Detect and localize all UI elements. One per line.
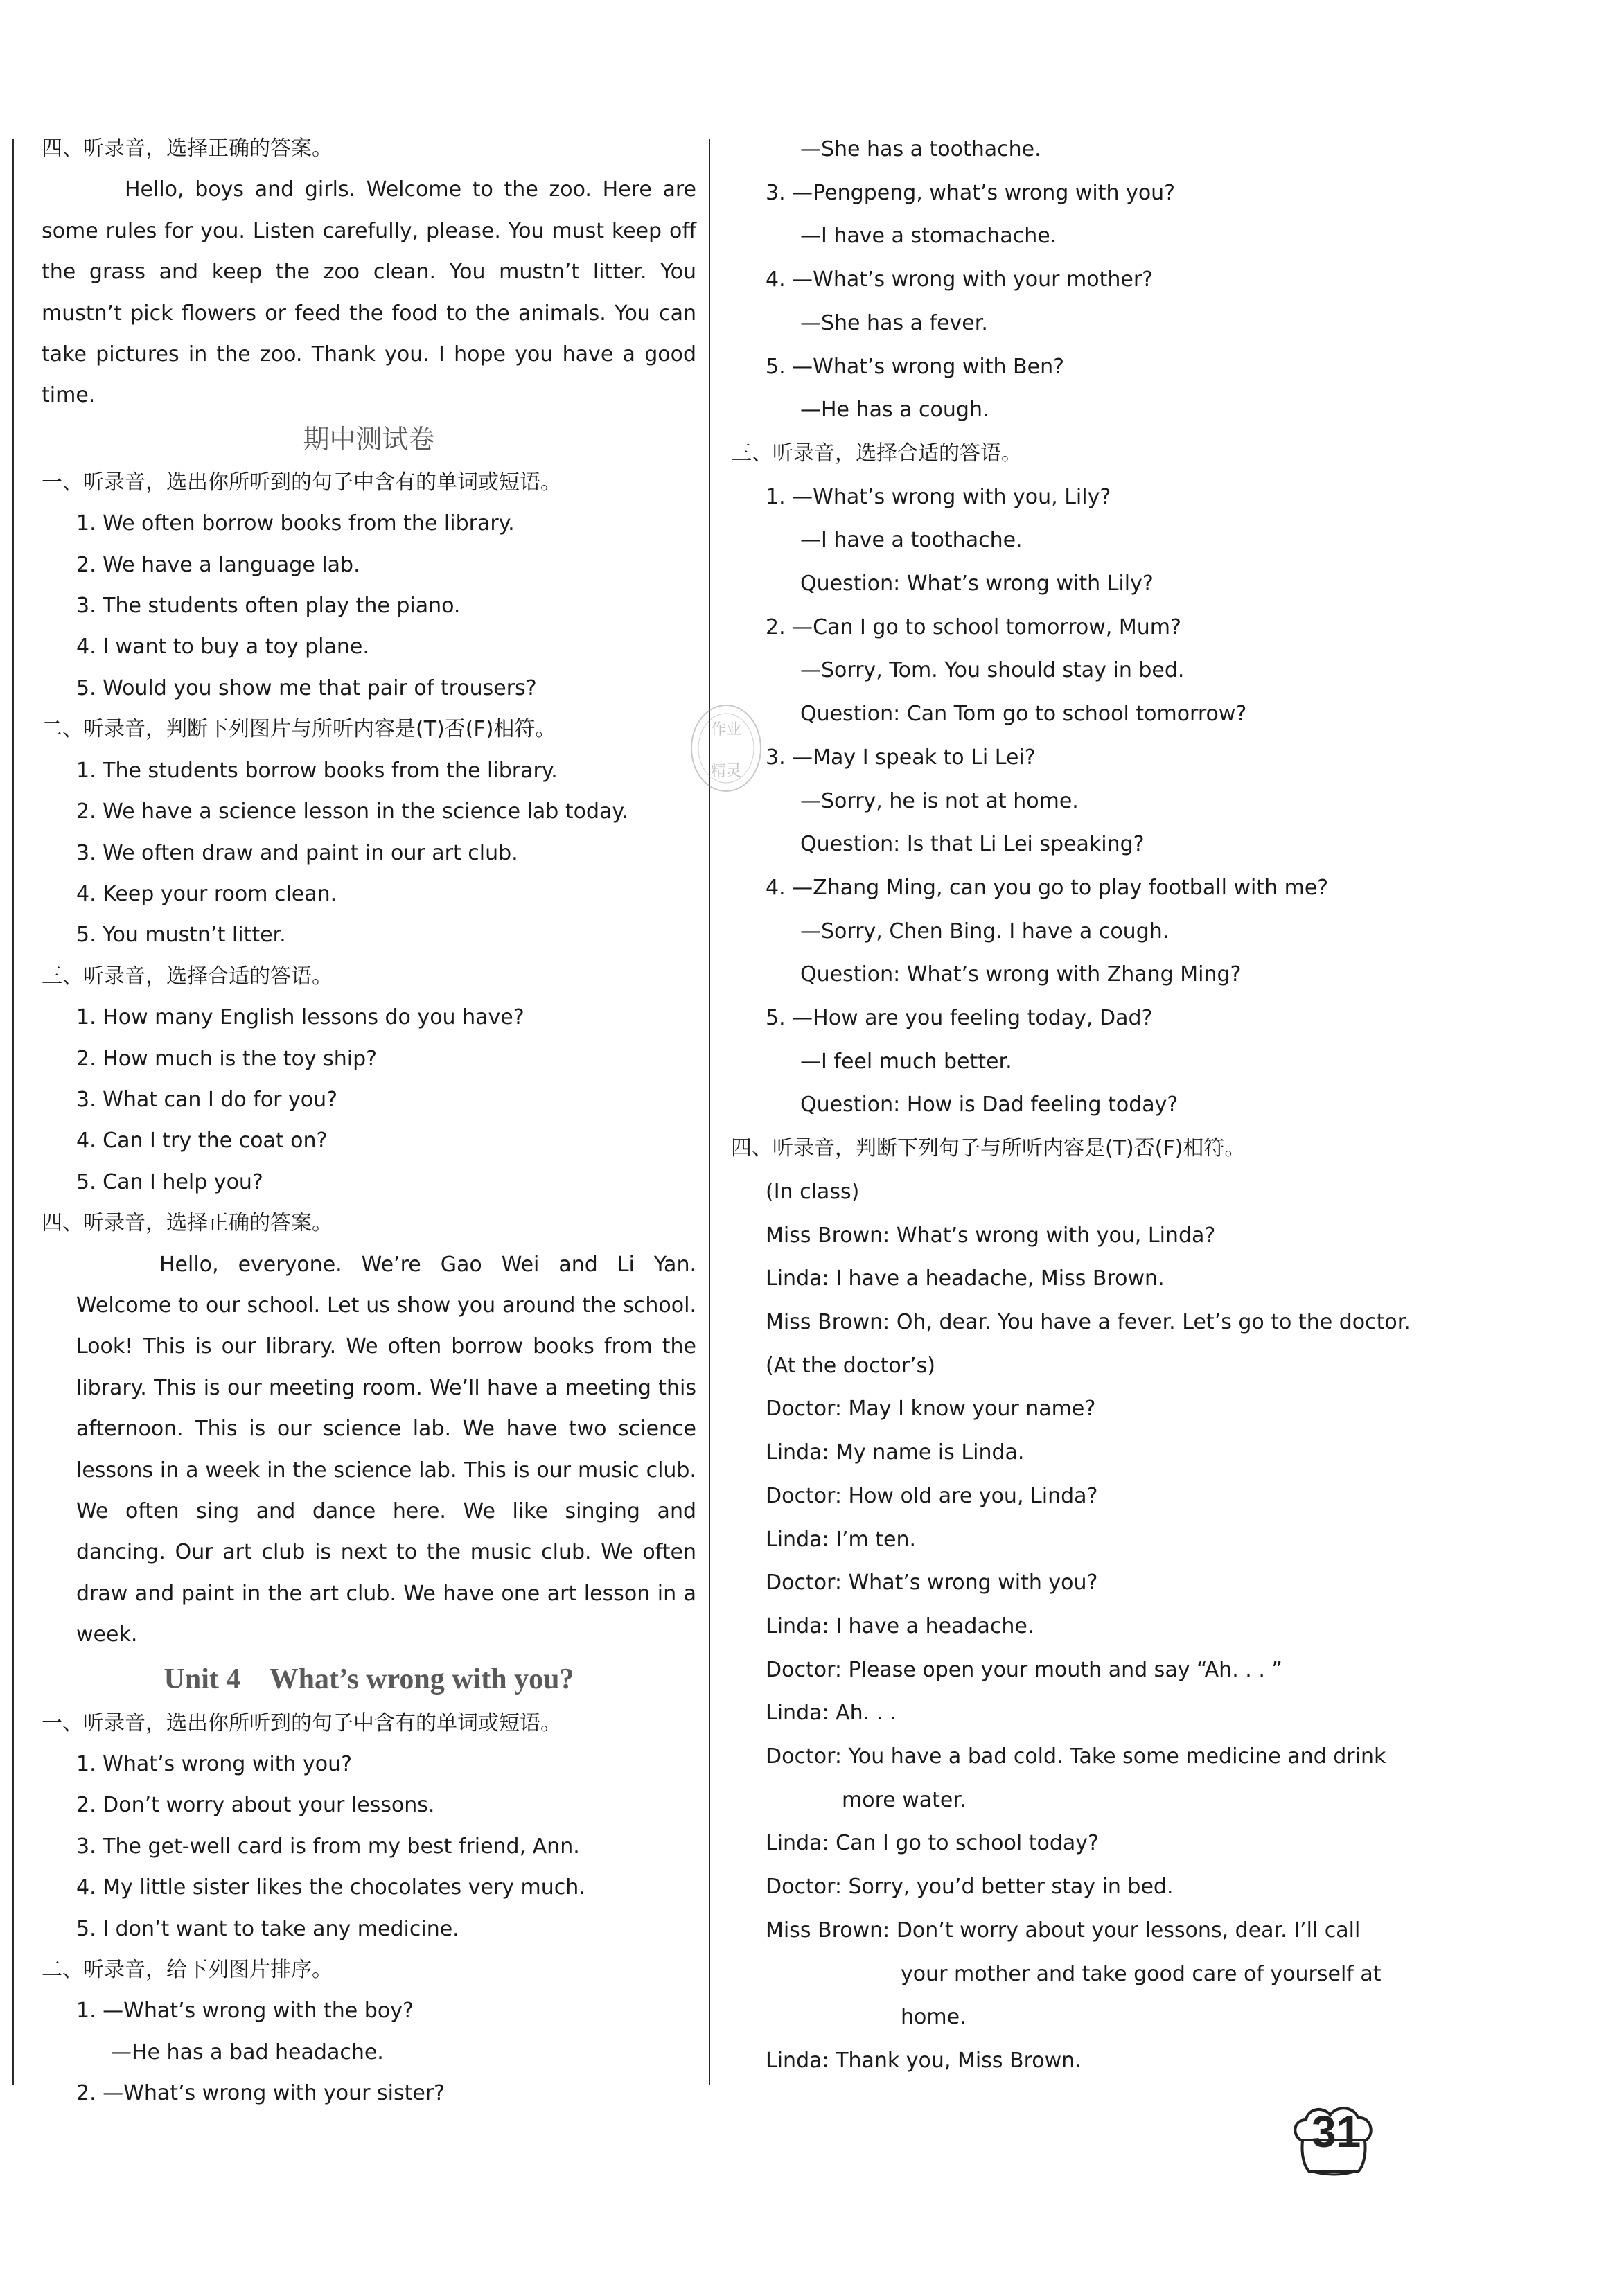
dialogue-line: Doctor: You have a bad cold. Take some medicine and drink <box>766 1744 1386 1769</box>
list-item: 3. —May I speak to Li Lei? <box>766 745 1036 770</box>
list-item-response: —She has a fever. <box>800 310 988 335</box>
listening-passage: Hello, boys and girls. Welcome to the zoo. Here are some rules for you. Listen carefully, please. You must keep off the grass and keep the zoo clean. You mustn’t litter. You mustn’t pick flowers or feed the food to the animals. You can take pictures in the zoo. Thank you. I hope you have a good time. <box>42 177 696 408</box>
list-item: 2. We have a science lesson in the science lab today. <box>76 799 628 824</box>
dialogue-line: Miss Brown: Oh, dear. You have a fever. Let’s go to the doctor. <box>766 1309 1411 1334</box>
list-item: 2. —What’s wrong with your sister? <box>76 2081 445 2106</box>
list-item: 3. —Pengpeng, what’s wrong with you? <box>766 180 1176 205</box>
list-item: 2. We have a language lab. <box>76 552 360 577</box>
section-heading: 二、听录音，判断下列图片与所听内容是(T)否(F)相符。 <box>42 717 556 742</box>
list-item-response: Question: Can Tom go to school tomorrow? <box>800 702 1247 727</box>
listening-passage: Hello, everyone. We’re Gao Wei and Li Yan. Welcome to our school. Let us show you around the school. Look! This is our library. We often borrow books from the library. This is our meeting room. We’ll have a meeting this afternoon. This is our science lab. We have two science lessons in a week in the science lab. This is our music club. We often sing and dance here. We like singing and dancing. Our art club is next to the music club. We often draw and paint in the art club. We have one art lesson in a week. <box>76 1252 696 1647</box>
list-item: 5. —What’s wrong with Ben? <box>766 354 1065 379</box>
list-item-response: —I feel much better. <box>800 1049 1012 1074</box>
list-item: 2. How much is the toy ship? <box>76 1046 378 1071</box>
dialogue-line: Doctor: Please open your mouth and say “Ah. . . ” <box>766 1657 1282 1682</box>
list-item-response: —I have a stomachache. <box>800 224 1057 249</box>
list-item: 5. Would you show me that pair of trousers? <box>76 675 537 700</box>
section-heading: 三、听录音，选择合适的答语。 <box>731 441 1022 466</box>
left-column <box>42 128 696 2114</box>
dialogue-line: Miss Brown: What’s wrong with you, Linda? <box>766 1223 1216 1248</box>
dialogue-line: Linda: I have a headache, Miss Brown. <box>766 1266 1165 1291</box>
list-item-response: —He has a cough. <box>800 398 989 423</box>
dialogue-line: Doctor: How old are you, Linda? <box>766 1483 1098 1508</box>
dialogue-line-continued: home. <box>901 2005 967 2030</box>
dialogue-line: Linda: I’m ten. <box>766 1527 917 1552</box>
dialogue-line: Miss Brown: Don’t worry about your lessons, dear. I’ll call <box>766 1918 1361 1943</box>
list-item: 3. What can I do for you? <box>76 1087 338 1112</box>
section-heading: 四、听录音，选择正确的答案。 <box>42 1211 333 1236</box>
column-divider <box>709 139 710 2085</box>
list-item: 3. The get-well card is from my best friend, Ann. <box>76 1834 580 1859</box>
list-item: 2. Don’t worry about your lessons. <box>76 1793 435 1818</box>
dialogue-line: Linda: Ah. . . <box>766 1701 897 1726</box>
list-item: 1. —What’s wrong with you, Lily? <box>766 484 1111 509</box>
section-heading: 一、听录音，选出你所听到的句子中含有的单词或短语。 <box>42 1710 561 1735</box>
list-item-response: —I have a toothache. <box>800 528 1023 553</box>
dialogue-line: Linda: I have a headache. <box>766 1613 1034 1638</box>
stamp-text-top: 作业 <box>710 721 742 738</box>
list-item-response: Question: What’s wrong with Lily? <box>800 572 1154 596</box>
list-item-response: Question: What’s wrong with Zhang Ming? <box>800 962 1242 987</box>
dialogue-line: Linda: Thank you, Miss Brown. <box>766 2048 1082 2073</box>
unit-title: Unit 4 What’s wrong with you? <box>164 1663 574 1695</box>
list-item: 5. —How are you feeling today, Dad? <box>766 1006 1153 1031</box>
list-item: 3. We often draw and paint in our art club. <box>76 840 518 865</box>
list-item-response: —She has a toothache. <box>800 137 1041 161</box>
list-item-response: —He has a bad headache. <box>111 2040 384 2064</box>
dialogue-line: (At the doctor’s) <box>766 1353 935 1378</box>
list-item: 4. Can I try the coat on? <box>76 1129 328 1153</box>
watermark-stamp <box>685 696 768 800</box>
left-margin-rule <box>12 139 14 2085</box>
list-item: 5. You mustn’t litter. <box>76 923 286 948</box>
list-item: 4. My little sister likes the chocolates very much. <box>76 1875 585 1900</box>
list-item-response: Question: How is Dad feeling today? <box>800 1093 1179 1117</box>
dialogue-line: Doctor: What’s wrong with you? <box>766 1571 1098 1595</box>
list-item: 5. I don’t want to take any medicine. <box>76 1916 459 1941</box>
list-item: 1. What’s wrong with you? <box>76 1752 353 1777</box>
right-column <box>731 128 1411 2083</box>
list-item: 2. —Can I go to school tomorrow, Mum? <box>766 614 1181 639</box>
dialogue-line-continued: more water. <box>842 1787 967 1812</box>
list-item: 4. —Zhang Ming, can you go to play football with me? <box>766 875 1329 900</box>
dialogue-line: Doctor: Sorry, you’d better stay in bed. <box>766 1875 1174 1900</box>
section-heading: 四、听录音，选择正确的答案。 <box>42 136 333 161</box>
list-item: 5. Can I help you? <box>76 1169 263 1194</box>
dialogue-line: (In class) <box>766 1179 860 1204</box>
list-item: 1. How many English lessons do you have? <box>76 1005 524 1030</box>
list-item: 3. The students often play the piano. <box>76 594 461 619</box>
list-item: 1. The students borrow books from the library. <box>76 758 558 783</box>
list-item: 1. —What’s wrong with the boy? <box>76 1999 414 2024</box>
dialogue-line: Linda: My name is Linda. <box>766 1440 1025 1465</box>
dialogue-line: Doctor: May I know your name? <box>766 1397 1096 1422</box>
section-heading: 四、听录音，判断下列句子与所听内容是(T)否(F)相符。 <box>731 1136 1246 1161</box>
list-item: 4. Keep your room clean. <box>76 881 337 906</box>
list-item-response: —Sorry, he is not at home. <box>800 788 1079 813</box>
dialogue-line-continued: your mother and take good care of yourself at <box>901 1961 1382 1986</box>
test-title: 期中测试卷 <box>303 423 435 454</box>
section-heading: 一、听录音，选出你所听到的句子中含有的单词或短语。 <box>42 470 561 495</box>
stamp-text-bottom: 精灵 <box>710 763 742 780</box>
list-item: 1. We often borrow books from the library. <box>76 511 515 536</box>
list-item-response: —Sorry, Tom. You should stay in bed. <box>800 658 1185 683</box>
section-heading: 二、听录音，给下列图片排序。 <box>42 1958 333 1983</box>
list-item-response: Question: Is that Li Lei speaking? <box>800 832 1145 857</box>
section-heading: 三、听录音，选择合适的答语。 <box>42 964 333 989</box>
list-item-response: —Sorry, Chen Bing. I have a cough. <box>800 919 1170 944</box>
dialogue-line: Linda: Can I go to school today? <box>766 1831 1099 1856</box>
page-number: 31 <box>1312 2107 1361 2157</box>
list-item: 4. —What’s wrong with your mother? <box>766 267 1154 292</box>
list-item: 4. I want to buy a toy plane. <box>76 635 369 660</box>
